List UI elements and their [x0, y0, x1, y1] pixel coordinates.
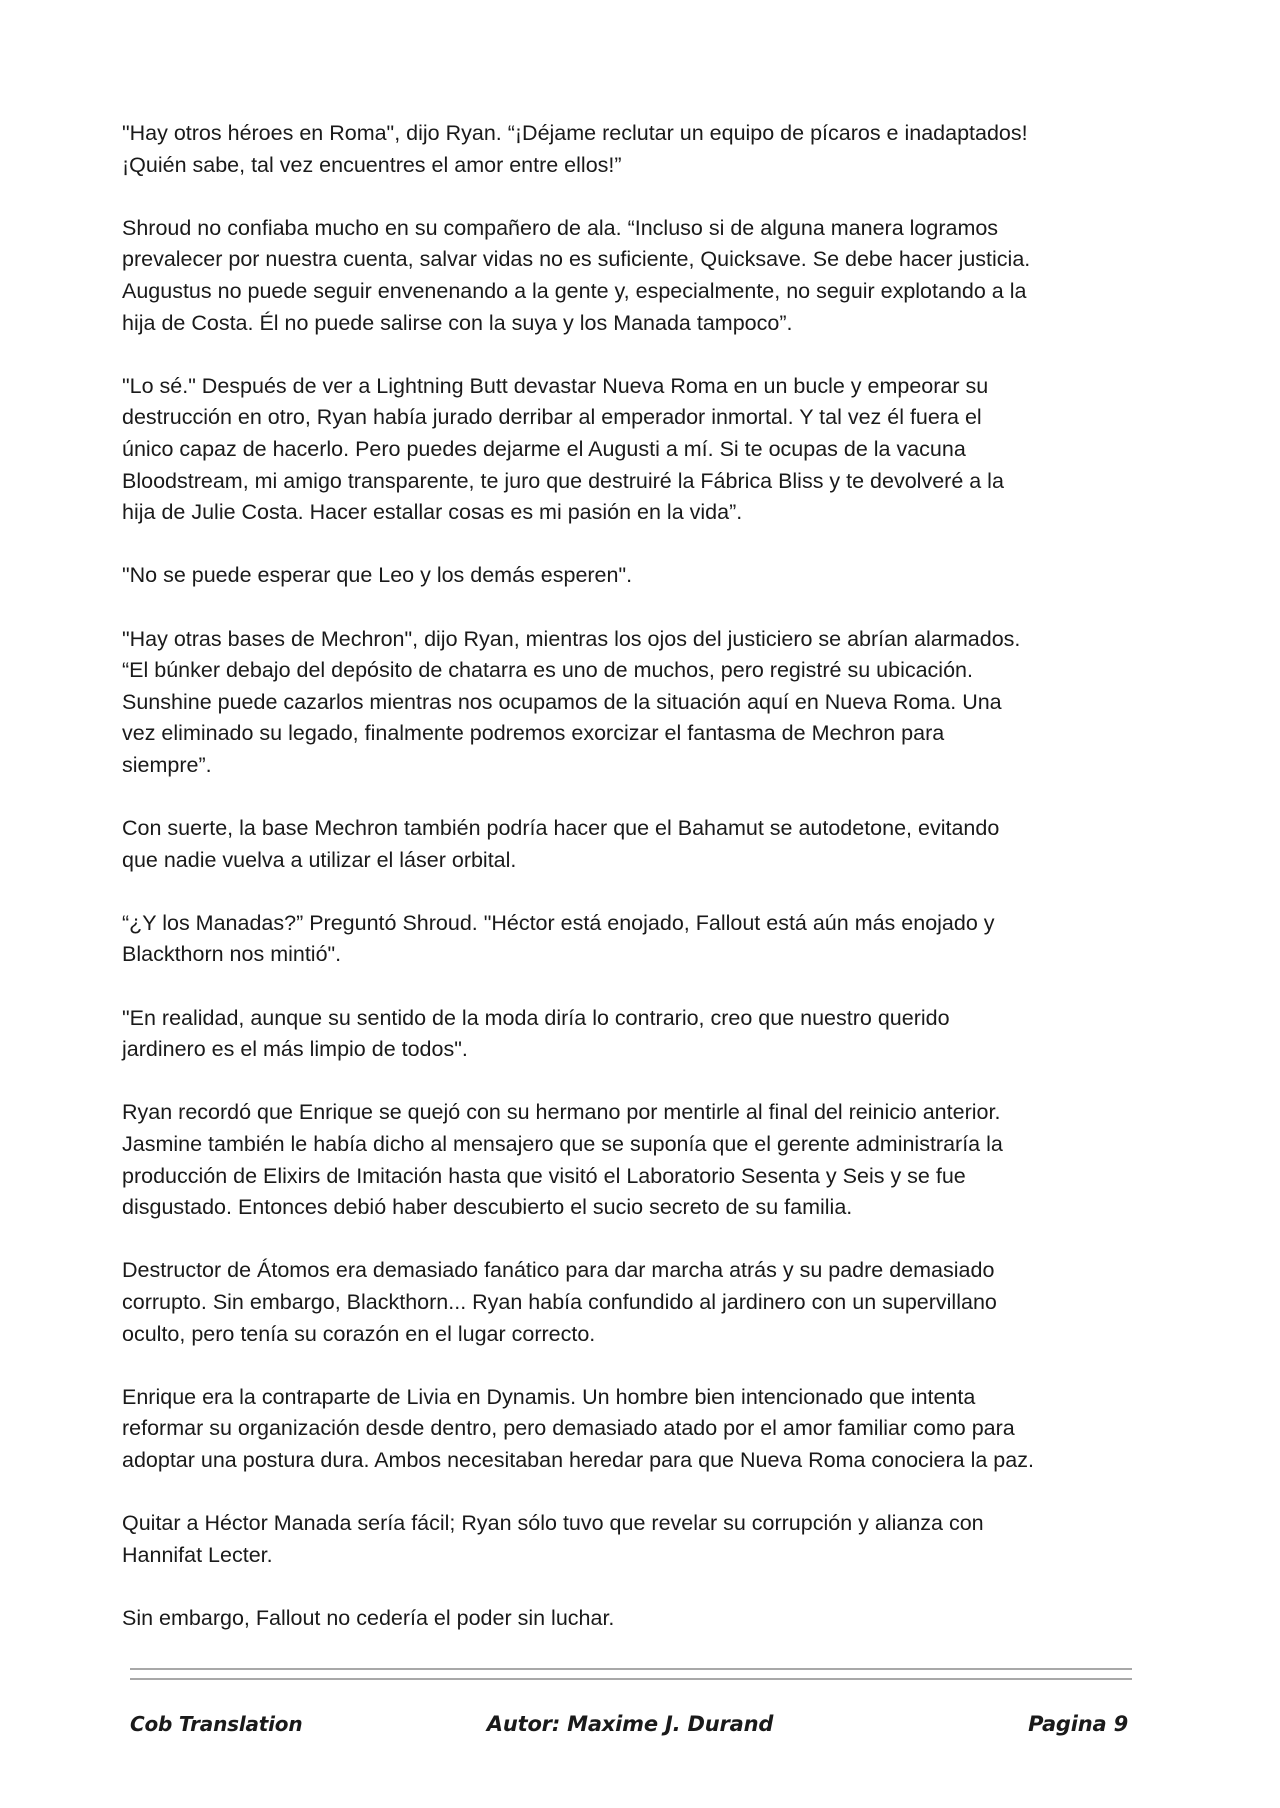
footer-translator: Cob Translation	[130, 1712, 303, 1736]
footer-divider-bottom	[130, 1678, 1132, 1680]
paragraph: “¿Y los Manadas?” Preguntó Shroud. "Héctor está enojado, Fallout está aún más enojado y Blackthorn nos mintió".	[122, 910, 995, 967]
paragraph: Ryan recordó que Enrique se quejó con su hermano por mentirle al final del reinicio anterior. Jasmine también le había dicho al mensajero que se suponía que el gerente administraría la producción de Elixirs de Imitación hasta que visitó el Laboratorio Sesenta y Seis y se fue disgustado. Entonces debió haber descubierto el sucio secreto de su familia.	[122, 1100, 1003, 1220]
paragraph: "Hay otros héroes en Roma", dijo Ryan. “¡Déjame reclutar un equipo de pícaros e inadaptados! ¡Quién sabe, tal vez encuentres el amor entre ellos!”	[122, 121, 1028, 177]
body-text	[122, 118, 1142, 1666]
paragraph: "Lo sé." Después de ver a Lightning Butt devastar Nueva Roma en un bucle y empeorar su destrucción en otro, Ryan había jurado derribar al emperador inmortal. Y tal vez él fuera el único capaz de hacerlo. Pero puedes dejarme el Augusti a mí. Si te ocupas de la vacuna Bloodstream, mi amigo transparente, te juro que destruiré la Fábrica Bliss y te devolveré a la hija de Julie Costa. Hacer estallar cosas es mi pasión en la vida”.	[122, 373, 1004, 525]
paragraph: Sin embargo, Fallout no cedería el poder sin luchar.	[122, 1605, 615, 1630]
paragraph: "No se puede esperar que Leo y los demás esperen".	[122, 563, 633, 588]
paragraph: Quitar a Héctor Manada sería fácil; Ryan sólo tuvo que revelar su corrupción y alianza con Hannifat Lecter.	[122, 1511, 984, 1567]
paragraph: "Hay otras bases de Mechron", dijo Ryan, mientras los ojos del justiciero se abrían alarmados. “El búnker debajo del depósito de chatarra es uno de muchos, pero registré su ubicación. Sunshine puede cazarlos mientras nos ocupamos de la situación aquí en Nueva Roma. Una vez eliminado su legado, finalmente podremos exorcizar el fantasma de Mechron para siempre”.	[122, 626, 1021, 777]
paragraph: Shroud no confiaba mucho en su compañero de ala. “Incluso si de alguna manera logramos prevalecer por nuestra cuenta, salvar vidas no es suficiente, Quicksave. Se debe hacer justicia. Augustus no puede seguir envenenando a la gente y, especialmente, no seguir explotando a la hija de Costa. Él no puede salirse con la suya y los Manada tampoco”.	[122, 215, 1031, 335]
paragraph: "En realidad, aunque su sentido de la moda diría lo contrario, creo que nuestro querido jardinero es el más limpio de todos".	[122, 1005, 950, 1062]
paragraph: Con suerte, la base Mechron también podría hacer que el Bahamut se autodetone, evitando que nadie vuelva a utilizar el láser orbital.	[122, 816, 1000, 872]
paragraph: Enrique era la contraparte de Livia en Dynamis. Un hombre bien intencionado que intenta reformar su organización desde dentro, pero demasiado atado por el amor familiar como para adoptar una postura dura. Ambos necesitaban heredar para que Nueva Roma conociera la paz.	[122, 1384, 1034, 1472]
footer-divider-top	[130, 1668, 1132, 1670]
footer-author: Autor: Maxime J. Durand	[486, 1712, 774, 1736]
paragraph: Destructor de Átomos era demasiado fanático para dar marcha atrás y su padre demasiado corrupto. Sin embargo, Blackthorn... Ryan había confundido al jardinero con un supervillano oculto, pero tenía su corazón en el lugar correcto.	[122, 1258, 997, 1346]
footer-page-number: Pagina 9	[1028, 1712, 1128, 1736]
